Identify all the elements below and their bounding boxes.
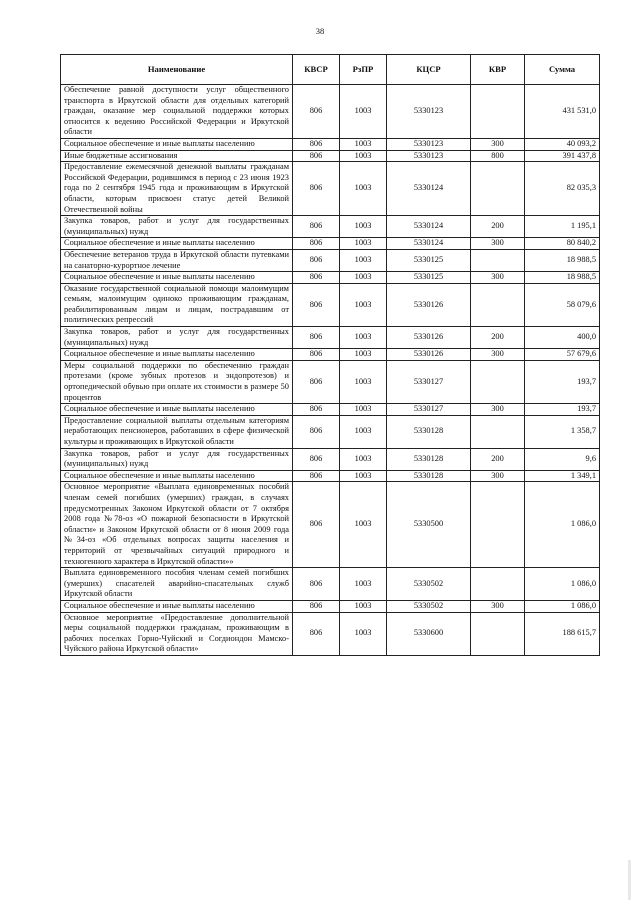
- table-row: [61, 283, 600, 326]
- row-rzpr: 1003: [340, 216, 387, 238]
- row-sum: 57 679,6: [525, 349, 600, 361]
- row-rzpr: 1003: [340, 360, 387, 403]
- table-row: [61, 85, 600, 139]
- row-kvsr: 806: [293, 327, 340, 349]
- row-sum: 18 988,5: [525, 272, 600, 284]
- row-name: Меры социальной поддержки по обеспечению граждан протезами (кроме зубных протезов и эндопротезов) и ортопедической обувью при оплате их стоимости в размере 50 процентов: [61, 360, 293, 403]
- row-sum: 1 086,0: [525, 568, 600, 601]
- row-kvr: 200: [471, 216, 525, 238]
- row-kcsr: 5330126: [387, 283, 471, 326]
- row-kvr: [471, 415, 525, 448]
- row-kvr: 800: [471, 150, 525, 162]
- row-kcsr: 5330125: [387, 272, 471, 284]
- header-kvr: КВР: [471, 55, 525, 85]
- table-row: [61, 568, 600, 601]
- row-sum: 9,6: [525, 448, 600, 470]
- row-rzpr: 1003: [340, 283, 387, 326]
- row-kvsr: 806: [293, 404, 340, 416]
- row-kvr: 300: [471, 238, 525, 250]
- row-kcsr: 5330600: [387, 612, 471, 655]
- table-row: [61, 415, 600, 448]
- row-sum: 1 358,7: [525, 415, 600, 448]
- row-kvr: [471, 85, 525, 139]
- row-kvsr: 806: [293, 612, 340, 655]
- row-sum: 1 086,0: [525, 600, 600, 612]
- row-kvsr: 806: [293, 360, 340, 403]
- row-name: Социальное обеспечение и иные выплаты населению: [61, 138, 293, 150]
- header-kcsr: КЦСР: [387, 55, 471, 85]
- row-name: Иные бюджетные ассигнования: [61, 150, 293, 162]
- row-kvr: 300: [471, 272, 525, 284]
- row-kcsr: 5330127: [387, 404, 471, 416]
- table-row: [61, 470, 600, 482]
- scan-edge-mark: [628, 860, 631, 900]
- table-row: [61, 404, 600, 416]
- row-sum: 193,7: [525, 360, 600, 403]
- row-name: Оказание государственной социальной помощи малоимущим семьям, малоимущим одиноко проживающим гражданам, реабилитированным лицам и лицам, пострадавшим от политических репрессий: [61, 283, 293, 326]
- row-kvr: [471, 360, 525, 403]
- row-rzpr: 1003: [340, 349, 387, 361]
- row-kvsr: 806: [293, 448, 340, 470]
- row-kcsr: 5330124: [387, 238, 471, 250]
- row-kvsr: 806: [293, 150, 340, 162]
- row-name: Основное мероприятие «Предоставление дополнительной меры социальной поддержки гражданам, проживающим в рабочих поселках Горно-Чуйский и Согдиондон Мамско-Чуйского района Иркутской области»: [61, 612, 293, 655]
- table-row: [61, 600, 600, 612]
- row-sum: 80 840,2: [525, 238, 600, 250]
- table-row: [61, 272, 600, 284]
- row-kcsr: 5330128: [387, 470, 471, 482]
- page-number: 38: [315, 26, 325, 36]
- row-sum: 391 437,8: [525, 150, 600, 162]
- row-rzpr: 1003: [340, 415, 387, 448]
- row-rzpr: 1003: [340, 85, 387, 139]
- row-kcsr: 5330123: [387, 150, 471, 162]
- row-kcsr: 5330128: [387, 448, 471, 470]
- row-kcsr: 5330125: [387, 249, 471, 271]
- row-kcsr: 5330502: [387, 600, 471, 612]
- row-kvsr: 806: [293, 568, 340, 601]
- table-row: [61, 138, 600, 150]
- table-row: [61, 612, 600, 655]
- row-rzpr: 1003: [340, 448, 387, 470]
- header-kvsr: КВСР: [293, 55, 340, 85]
- row-rzpr: 1003: [340, 138, 387, 150]
- table-row: [61, 349, 600, 361]
- row-kvsr: 806: [293, 415, 340, 448]
- row-kvsr: 806: [293, 349, 340, 361]
- row-kvr: [471, 162, 525, 216]
- header-name: Наименование: [61, 55, 293, 85]
- table-row: [61, 482, 600, 568]
- row-kvr: [471, 249, 525, 271]
- row-rzpr: 1003: [340, 162, 387, 216]
- row-kvr: [471, 482, 525, 568]
- table-row: [61, 249, 600, 271]
- row-sum: 82 035,3: [525, 162, 600, 216]
- row-rzpr: 1003: [340, 238, 387, 250]
- row-kvsr: 806: [293, 216, 340, 238]
- row-sum: 18 988,5: [525, 249, 600, 271]
- table-row: [61, 216, 600, 238]
- row-kvr: 300: [471, 349, 525, 361]
- row-name: Закупка товаров, работ и услуг для государственных (муниципальных) нужд: [61, 327, 293, 349]
- row-name: Обеспечение ветеранов труда в Иркутской области путевками на санаторно-курортное лечение: [61, 249, 293, 271]
- row-name: Социальное обеспечение и иные выплаты населению: [61, 404, 293, 416]
- row-kvr: 300: [471, 138, 525, 150]
- row-name: Социальное обеспечение и иные выплаты населению: [61, 470, 293, 482]
- row-kcsr: 5330502: [387, 568, 471, 601]
- budget-table: [60, 54, 600, 656]
- table-header-row: [61, 55, 600, 85]
- row-kcsr: 5330123: [387, 85, 471, 139]
- table-row: [61, 360, 600, 403]
- row-kcsr: 5330126: [387, 349, 471, 361]
- row-name: Социальное обеспечение и иные выплаты населению: [61, 349, 293, 361]
- row-kcsr: 5330124: [387, 162, 471, 216]
- row-kvr: 300: [471, 470, 525, 482]
- header-sum: Сумма: [525, 55, 600, 85]
- row-sum: 58 079,6: [525, 283, 600, 326]
- row-name: Обеспечение равной доступности услуг общественного транспорта в Иркутской области для отдельных категорий граждан, оказание мер социальной поддержки которых относится к ведению Российской Федерации и Иркутской области: [61, 85, 293, 139]
- row-kvr: 200: [471, 327, 525, 349]
- row-rzpr: 1003: [340, 482, 387, 568]
- row-sum: 1 195,1: [525, 216, 600, 238]
- row-sum: 40 093,2: [525, 138, 600, 150]
- row-sum: 1 086,0: [525, 482, 600, 568]
- row-kcsr: 5330128: [387, 415, 471, 448]
- row-rzpr: 1003: [340, 470, 387, 482]
- row-kvsr: 806: [293, 272, 340, 284]
- row-kvsr: 806: [293, 482, 340, 568]
- row-kcsr: 5330123: [387, 138, 471, 150]
- row-kvsr: 806: [293, 162, 340, 216]
- row-kcsr: 5330124: [387, 216, 471, 238]
- table-row: [61, 448, 600, 470]
- row-kcsr: 5330127: [387, 360, 471, 403]
- row-name: Социальное обеспечение и иные выплаты населению: [61, 238, 293, 250]
- row-kvr: [471, 568, 525, 601]
- row-name: Предоставление социальной выплаты отдельным категориям неработающих пенсионеров, работавших в сфере физической культуры и проживающих в Иркутской области: [61, 415, 293, 448]
- row-sum: 193,7: [525, 404, 600, 416]
- row-sum: 1 349,1: [525, 470, 600, 482]
- row-kvr: [471, 283, 525, 326]
- row-kvr: 300: [471, 404, 525, 416]
- row-sum: 431 531,0: [525, 85, 600, 139]
- row-kcsr: 5330126: [387, 327, 471, 349]
- header-rzpr: РзПР: [340, 55, 387, 85]
- row-kvr: [471, 612, 525, 655]
- row-rzpr: 1003: [340, 600, 387, 612]
- row-name: Закупка товаров, работ и услуг для государственных (муниципальных) нужд: [61, 216, 293, 238]
- row-rzpr: 1003: [340, 404, 387, 416]
- row-kvsr: 806: [293, 283, 340, 326]
- row-kvsr: 806: [293, 470, 340, 482]
- row-rzpr: 1003: [340, 272, 387, 284]
- row-name: Закупка товаров, работ и услуг для государственных (муниципальных) нужд: [61, 448, 293, 470]
- row-name: Социальное обеспечение и иные выплаты населению: [61, 600, 293, 612]
- row-kvsr: 806: [293, 138, 340, 150]
- row-sum: 400,0: [525, 327, 600, 349]
- table-row: [61, 238, 600, 250]
- row-kvr: 200: [471, 448, 525, 470]
- row-name: Основное мероприятие «Выплата единовременных пособий членам семей погибших (умерших) граждан, в случаях предусмотренных Законом Иркутской области от 7 октября 2008 года №78-оз «О пожарной безопасности в Иркутской области» и Законом Иркутской области от 8 июня 2009 года №34-оз «Об отдельных вопросах защиты населения и территорий от чрезвычайных ситуаций природного и техногенного характера в Иркутской области»»: [61, 482, 293, 568]
- row-rzpr: 1003: [340, 249, 387, 271]
- row-rzpr: 1003: [340, 568, 387, 601]
- row-rzpr: 1003: [340, 150, 387, 162]
- row-kvsr: 806: [293, 238, 340, 250]
- table-row: [61, 327, 600, 349]
- row-kcsr: 5330500: [387, 482, 471, 568]
- row-kvsr: 806: [293, 249, 340, 271]
- row-rzpr: 1003: [340, 612, 387, 655]
- table-row: [61, 162, 600, 216]
- table-row: [61, 150, 600, 162]
- row-rzpr: 1003: [340, 327, 387, 349]
- row-name: Социальное обеспечение и иные выплаты населению: [61, 272, 293, 284]
- row-kvr: 300: [471, 600, 525, 612]
- row-name: Выплата единовременного пособия членам семей погибших (умерших) спасателей аварийно-спасательных служб Иркутской области: [61, 568, 293, 601]
- row-kvsr: 806: [293, 85, 340, 139]
- row-kvsr: 806: [293, 600, 340, 612]
- row-name: Предоставление ежемесячной денежной выплаты гражданам Российской Федерации, родившимся в период с 23 июня 1923 года по 2 сентября 1945 года и проживающим в Иркутской области, которым присвоен статус детей Великой Отечественной войны: [61, 162, 293, 216]
- row-sum: 188 615,7: [525, 612, 600, 655]
